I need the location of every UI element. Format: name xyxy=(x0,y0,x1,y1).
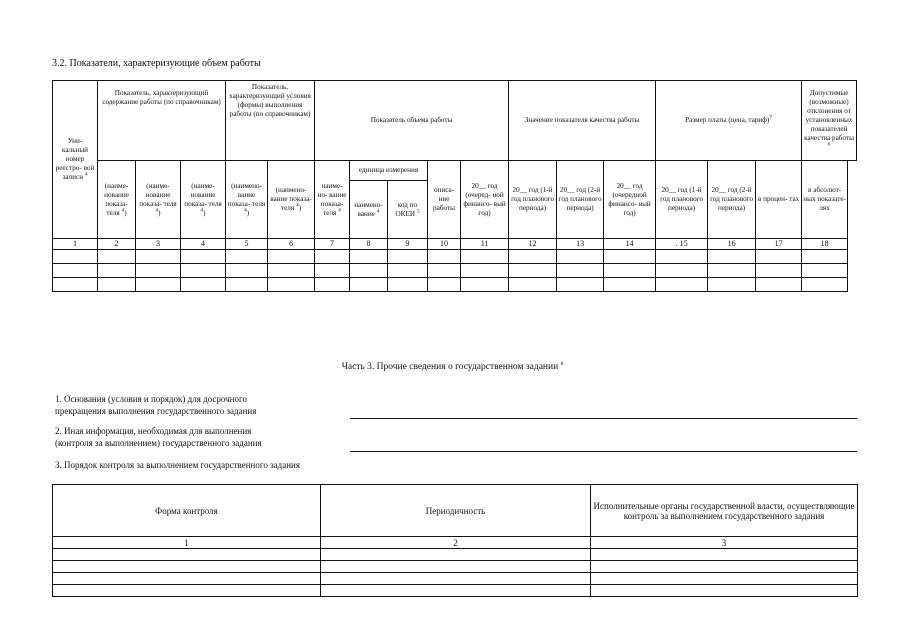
table-cell[interactable] xyxy=(53,573,321,585)
table-cell[interactable] xyxy=(136,264,181,278)
section-title: 3.2. Показатели, характеризующие объем работы xyxy=(52,58,261,69)
sub-content-3: (наиме- нование показа- теля $^4$) xyxy=(181,161,226,239)
header-unique-number: Уни- кальный номер реестро- вой записи $^4$ xyxy=(53,81,98,239)
sub-quality-year-1: 20__ год (очеред- ной финансо- вый год) xyxy=(461,161,509,239)
column-number: 2 xyxy=(321,537,591,549)
table-cell[interactable] xyxy=(461,264,509,278)
table-cell[interactable] xyxy=(388,250,428,264)
sub-fee-year-1: 20__ год (очередной финансо- вый год) xyxy=(604,161,656,239)
table-cell[interactable] xyxy=(53,585,321,597)
table-cell[interactable] xyxy=(604,264,656,278)
sub-content-2: (наиме- нование показа- теля $^4$) xyxy=(136,161,181,239)
table-cell[interactable] xyxy=(428,264,461,278)
table-cell[interactable] xyxy=(557,278,604,292)
table-cell[interactable] xyxy=(315,264,350,278)
table-cell[interactable] xyxy=(315,250,350,264)
table-cell[interactable] xyxy=(350,250,388,264)
item2-line1: 2. Иная информация, необходимая для выполнения xyxy=(55,426,252,436)
column-number: 3 xyxy=(136,239,181,250)
table-cell[interactable] xyxy=(226,250,268,264)
table-cell[interactable] xyxy=(802,264,848,278)
table-cell[interactable] xyxy=(591,573,858,585)
sub-work-description: описа- ние работы xyxy=(428,161,461,239)
early-termination-grounds-label xyxy=(55,393,256,417)
table-cell[interactable] xyxy=(226,264,268,278)
column-number: . 15 xyxy=(656,239,708,250)
control-table xyxy=(52,484,858,597)
table-cell[interactable] xyxy=(756,250,802,264)
table-cell[interactable] xyxy=(268,278,315,292)
table-cell[interactable] xyxy=(557,250,604,264)
sub-quality-year-2: 20__ год (1-й год планового периода) xyxy=(509,161,557,239)
header-periodicity: Периодичность xyxy=(321,485,591,537)
table-cell[interactable] xyxy=(509,264,557,278)
table-cell[interactable] xyxy=(53,549,321,561)
sub-deviation-absolute: в абсолют- ных показате- лях xyxy=(802,161,848,239)
table-cell[interactable] xyxy=(708,278,756,292)
header-volume-indicator: Показатель объема работы xyxy=(315,81,509,161)
table-cell[interactable] xyxy=(321,561,591,573)
header-conditions-indicator: Показатель, характеризующий условия (формы) выполнения работы (по справочникам) xyxy=(226,81,315,161)
sub-quality-year-3: 20__ год (2-й год планового периода) xyxy=(557,161,604,239)
table-row xyxy=(53,278,857,292)
table-cell[interactable] xyxy=(53,278,98,292)
column-number: 11 xyxy=(461,239,509,250)
column-number: 2 xyxy=(98,239,136,250)
table-cell[interactable] xyxy=(428,250,461,264)
column-number: 1 xyxy=(53,239,98,250)
header-executive-bodies: Исполнительные органы государственной власти, осуществляющие контроль за выполнением государственного задания xyxy=(591,485,858,537)
table-cell[interactable] xyxy=(136,278,181,292)
table-cell[interactable] xyxy=(321,549,591,561)
sub-volume-name: наиме- но- вание показа- теля $^4$ xyxy=(315,161,350,239)
table-cell[interactable] xyxy=(181,250,226,264)
table-cell[interactable] xyxy=(53,561,321,573)
table-row xyxy=(53,573,858,585)
control-procedure-label: 3. Порядок контроля за выполнением государственного задания xyxy=(55,460,300,470)
sub-unit-of-measure: единица измерения xyxy=(350,161,428,181)
table-cell[interactable] xyxy=(756,278,802,292)
column-number: 13 xyxy=(557,239,604,250)
table-row xyxy=(53,250,857,264)
table-cell[interactable] xyxy=(604,278,656,292)
table-cell[interactable] xyxy=(98,264,136,278)
column-number: 6 xyxy=(268,239,315,250)
column-number: 4 xyxy=(181,239,226,250)
column-number: 7 xyxy=(315,239,350,250)
table-cell[interactable] xyxy=(509,250,557,264)
sub-unit-name: наимено- вание $^4$ xyxy=(350,181,388,239)
table-cell[interactable] xyxy=(181,278,226,292)
other-information-field[interactable] xyxy=(350,451,857,452)
table-row xyxy=(53,264,857,278)
item1-line1: 1. Основания (условия и порядок) для досрочного xyxy=(55,394,247,404)
table-cell[interactable] xyxy=(802,278,848,292)
table-row xyxy=(53,549,858,561)
table-cell[interactable] xyxy=(98,278,136,292)
table-cell[interactable] xyxy=(388,264,428,278)
column-number: 3 xyxy=(591,537,858,549)
table-cell[interactable] xyxy=(461,250,509,264)
table-cell[interactable] xyxy=(53,264,98,278)
sub-content-1: (наиме- нование показа- теля $^4$) xyxy=(98,161,136,239)
column-number: 14 xyxy=(604,239,656,250)
table-cell[interactable] xyxy=(756,264,802,278)
table-cell[interactable] xyxy=(591,585,858,597)
item1-line2: прекращения выполнения государственного задания xyxy=(55,406,257,416)
table-cell[interactable] xyxy=(321,585,591,597)
sub-deviation-percent: в процен- тах xyxy=(756,161,802,239)
sub-conditions-1: (наимено- вание показа- теля $^4$) xyxy=(226,161,268,239)
column-number: 1 xyxy=(53,537,321,549)
column-number: 10 xyxy=(428,239,461,250)
header-allowed-deviation: Допустимые (возможные) отклонения от установленных показателей качества работы $^6$ xyxy=(802,81,857,161)
column-number: 18 xyxy=(802,239,848,250)
column-number: 5 xyxy=(226,239,268,250)
header-control-form: Форма контроля xyxy=(53,485,321,537)
table-cell[interactable] xyxy=(428,278,461,292)
table-cell[interactable] xyxy=(98,250,136,264)
column-numbers-row xyxy=(53,537,858,549)
sub-okei-code: код по ОКЕИ $^5$ xyxy=(388,181,428,239)
table-cell[interactable] xyxy=(708,250,756,264)
early-termination-grounds-field[interactable] xyxy=(350,418,857,419)
item2-line2: (контроля за выполнением) государственного задания xyxy=(55,438,262,448)
table-cell[interactable] xyxy=(656,278,708,292)
table-cell[interactable] xyxy=(509,278,557,292)
sub-conditions-2: (наимено- вание показа- теля $^4$) xyxy=(268,161,315,239)
table-row xyxy=(53,585,858,597)
table-row xyxy=(53,561,858,573)
table-cell[interactable] xyxy=(350,264,388,278)
column-number: 9 xyxy=(388,239,428,250)
header-content-indicator: Показатель, характеризующий содержание работы (по справочникам) xyxy=(98,81,226,161)
part3-title: Часть 3. Прочие сведения о государственном задании $^8$ xyxy=(341,360,564,372)
table-cell[interactable] xyxy=(656,264,708,278)
other-information-label xyxy=(55,425,262,449)
column-numbers-row xyxy=(53,239,857,250)
header-fee: Размер платы (цена, тариф)$^7$ xyxy=(656,81,802,161)
sub-fee-year-3: 20__ год (2-й год планового периода) xyxy=(708,161,756,239)
table-cell[interactable] xyxy=(181,264,226,278)
table-cell[interactable] xyxy=(350,278,388,292)
header-quality-value: Значение показателя качества работы xyxy=(509,81,656,161)
table-cell[interactable] xyxy=(136,250,181,264)
table-cell[interactable] xyxy=(321,573,591,585)
table-cell[interactable] xyxy=(557,264,604,278)
table-cell[interactable] xyxy=(802,250,848,264)
table-cell[interactable] xyxy=(708,264,756,278)
table-cell[interactable] xyxy=(656,250,708,264)
column-number: 8 xyxy=(350,239,388,250)
table-cell[interactable] xyxy=(388,278,428,292)
table-cell[interactable] xyxy=(315,278,350,292)
table-cell[interactable] xyxy=(461,278,509,292)
table-cell[interactable] xyxy=(591,561,858,573)
column-number: 16 xyxy=(708,239,756,250)
work-volume-table xyxy=(52,80,857,292)
sub-fee-year-2: 20__ год (1-й год планового периода) xyxy=(656,161,708,239)
table-cell[interactable] xyxy=(268,264,315,278)
column-number: 17 xyxy=(756,239,802,250)
table-cell[interactable] xyxy=(268,250,315,264)
table-cell[interactable] xyxy=(53,250,98,264)
table-cell[interactable] xyxy=(604,250,656,264)
column-number: 12 xyxy=(509,239,557,250)
table-cell[interactable] xyxy=(591,549,858,561)
table-cell[interactable] xyxy=(226,278,268,292)
